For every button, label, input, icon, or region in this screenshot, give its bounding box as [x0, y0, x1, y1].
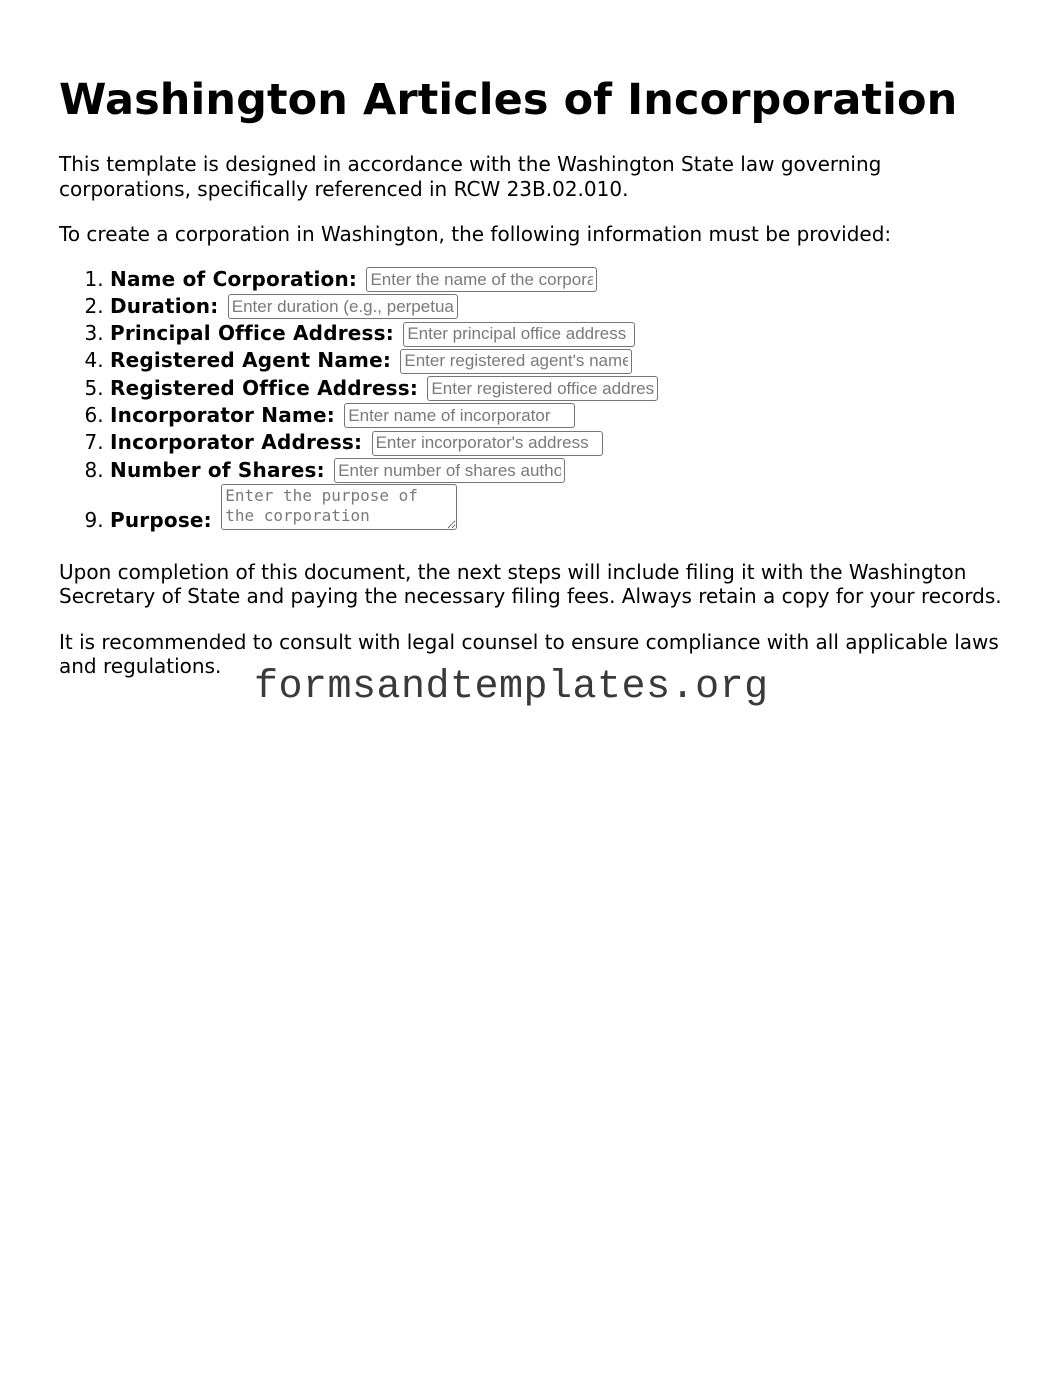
field-item-duration	[110, 293, 1009, 320]
field-label: Registered Office Address:	[110, 375, 419, 400]
field-item-number-of-shares	[110, 457, 1009, 484]
field-label: Number of Shares:	[110, 457, 325, 482]
field-item-name-of-corporation	[110, 266, 1009, 293]
field-label: Incorporator Name:	[110, 402, 335, 427]
intro-paragraph: This template is designed in accordance with the Washington State law governing corporations, specifically referenced in RCW 23B.02.010.	[59, 152, 882, 201]
instructions-paragraph: To create a corporation in Washington, the following information must be provided:	[59, 222, 892, 246]
incorporator-name-input[interactable]	[344, 403, 575, 428]
field-label: Name of Corporation:	[110, 266, 358, 291]
document-page	[59, 72, 1009, 679]
registered-office-address-input[interactable]	[427, 376, 658, 401]
corporation-name-input[interactable]	[366, 267, 597, 292]
registered-agent-name-input[interactable]	[400, 349, 632, 374]
field-label: Purpose:	[110, 507, 212, 532]
purpose-textarea[interactable]	[221, 484, 457, 530]
field-item-incorporator-address	[110, 429, 1009, 456]
field-item-registered-office-address	[110, 375, 1009, 402]
duration-input[interactable]	[228, 294, 458, 319]
field-item-registered-agent-name	[110, 347, 1009, 374]
principal-office-address-input[interactable]	[403, 322, 635, 347]
field-item-purpose	[110, 484, 1009, 535]
number-of-shares-input[interactable]	[334, 458, 565, 483]
incorporation-fields-list	[59, 266, 1009, 535]
watermark-text: formsandtemplates.org	[254, 665, 769, 710]
field-item-principal-office-address	[110, 320, 1009, 347]
field-label: Incorporator Address:	[110, 430, 363, 455]
field-label: Duration:	[110, 293, 219, 318]
field-item-incorporator-name	[110, 402, 1009, 429]
field-label: Registered Agent Name:	[110, 348, 392, 373]
next-steps-paragraph: Upon completion of this document, the next steps will include filing it with the Washington Secretary of State and paying the necessary filing fees. Always retain a copy for your records.	[59, 559, 1002, 609]
page-title: Washington Articles of Incorporation	[59, 75, 958, 125]
incorporator-address-input[interactable]	[372, 431, 603, 456]
legal-advice-paragraph: It is recommended to consult with legal counsel to ensure compliance with all applicable laws and regulations.	[59, 629, 999, 679]
field-label: Principal Office Address:	[110, 321, 394, 346]
